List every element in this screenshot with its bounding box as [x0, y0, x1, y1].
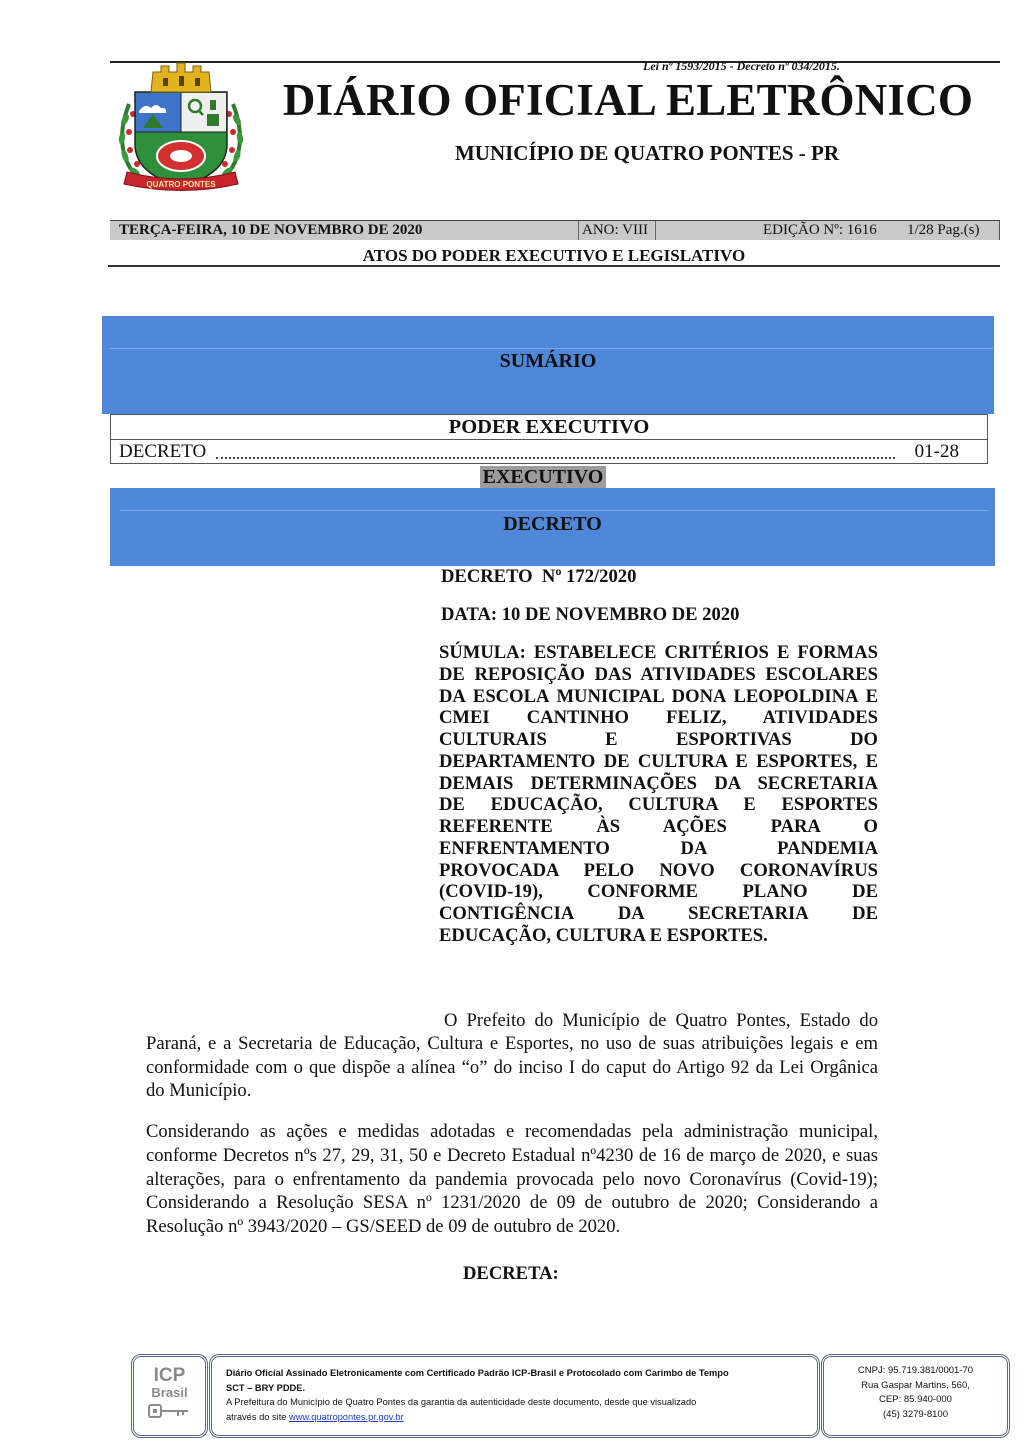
signature-line: SCT – BRY PDDE. [226, 1382, 306, 1393]
sumula-line: DEPARTAMENTO DE CULTURA E ESPORTES, E [439, 750, 878, 772]
banner-inner-line [120, 510, 988, 511]
edition-bar [110, 220, 1000, 240]
sumula-line: REFERENTE ÀS AÇÕES PARA O [439, 816, 878, 837]
sumula-line: CONTIGÊNCIA DA SECRETARIA DE [439, 903, 878, 924]
preamble-paragraph [146, 1009, 878, 1103]
summary-entry-leader [216, 447, 894, 459]
emblem-ribbon-text: QUATRO PONTES [146, 180, 216, 189]
contact-phone: (45) 3279-8100 [883, 1408, 948, 1420]
sumula-line: CULTURAIS E ESPORTIVAS DO [439, 729, 878, 750]
edition-year: ANO: VIII [582, 222, 648, 238]
decree-date: DATA: 10 DE NOVEMBRO DE 2020 [441, 604, 740, 625]
paragraph-line: conforme Decretos nºs 27, 29, 31, 50 e Decreto Estadual nº4230 de 16 de março de 2020, e suas [146, 1144, 878, 1166]
signature-text [226, 1366, 729, 1424]
signature-notice [209, 1354, 820, 1438]
legal-reference: Lei nº 1593/2015 - Decreto nº 034/2015. [643, 59, 840, 73]
summary-entry-label: DECRETO [119, 441, 207, 462]
sumula-line: DEMAIS DETERMINAÇÕES DA SECRETARIA [439, 772, 878, 794]
sumula-line: DA ESCOLA MUNICIPAL DONA LEOPOLDINA E [439, 685, 878, 707]
site-link[interactable]: www.quatropontes.pr.gov.br [289, 1411, 404, 1422]
paragraph-line: Resolução nº 3943/2020 – GS/SEED de 09 de outubro de 2020. [146, 1216, 621, 1237]
section-heading-rule [108, 265, 1000, 267]
icp-logo-text: ICP [153, 1365, 186, 1386]
summary-table [110, 414, 988, 464]
signature-line: Diário Oficial Assinado Eletronicamente com Certificado Padrão ICP-Brasil e Protocolado com Carimbo de Tempo [226, 1368, 729, 1378]
shield [135, 92, 227, 186]
decreta-heading: DECRETA: [463, 1263, 559, 1284]
icp-brasil-logo [131, 1354, 208, 1438]
icp-logo-subtext: Brasil [151, 1385, 188, 1400]
sumula-line: DE REPOSIÇÃO DAS ATIVIDADES ESCOLARES [439, 663, 878, 685]
signature-line: A Prefeitura do Município de Quatro Pontes da garantia da autenticidade deste documento, desde que visualizado [226, 1397, 697, 1407]
paragraph-line: Considerando a Resolução SESA nº 1231/2020 de 09 de outubro de 2020; Considerando a [146, 1192, 878, 1214]
municipality-name: MUNICÍPIO DE QUATRO PONTES - PR [454, 141, 840, 165]
edition-bar-divider [578, 221, 579, 240]
decree-banner-title: DECRETO [503, 513, 602, 535]
summary-group-heading: PODER EXECUTIVO [111, 415, 987, 440]
contact-text [824, 1364, 1007, 1422]
sumula-line: DE EDUCAÇÃO, CULTURA E ESPORTES [439, 794, 878, 816]
summary-title: SUMÁRIO [499, 350, 597, 372]
paragraph-line: do Município. [146, 1080, 252, 1102]
contact-info [821, 1354, 1010, 1438]
edition-page-count: 1/28 Pag.(s) [907, 222, 980, 238]
edition-number: EDIÇÃO Nº: 1616 [763, 222, 877, 238]
sumula-line: EDUCAÇÃO, CULTURA E ESPORTES. [439, 924, 768, 946]
gazette-title: DIÁRIO OFICIAL ELETRÔNICO [282, 75, 974, 125]
decree-number: DECRETO Nº 172/2020 [441, 566, 637, 587]
summary-entry [111, 440, 987, 463]
paragraph-line: O Prefeito do Município de Quatro Pontes, Estado do [444, 1010, 878, 1031]
sumula-line: ENFRENTAMENTO DA PANDEMIA [439, 837, 878, 859]
edition-date: TERÇA-FEIRA, 10 DE NOVEMBRO DE 2020 [119, 222, 423, 238]
executive-label: EXECUTIVO [480, 466, 606, 488]
summary-entry-pages: 01-28 [914, 441, 959, 462]
edition-bar-divider [655, 221, 656, 240]
sumula-line: (COVID-19), CONFORME PLANO DE [439, 881, 878, 903]
paragraph-line: Paraná, e a Secretaria de Educação, Cultura e Esportes, no uso de suas atribuições legais e em [146, 1033, 878, 1055]
sumula-line: SÚMULA: ESTABELECE CRITÉRIOS E FORMAS [439, 642, 878, 663]
paragraph-line: conformidade com o que dispõe a alínea “o” do inciso I do caput do Artigo 92 da Lei Orgânica [146, 1056, 878, 1078]
decree-banner [110, 488, 995, 566]
considerations-paragraph [146, 1120, 878, 1239]
decree-sumula [439, 642, 878, 947]
signature-site-line [226, 1410, 729, 1425]
contact-address: Rua Gaspar Martins, 560, [861, 1379, 970, 1391]
coat-of-arms-icon [113, 58, 249, 198]
mural-crown [151, 63, 211, 92]
sumula-line: CMEI CANTINHO FELIZ, ATIVIDADES [439, 707, 878, 729]
summary-banner [102, 316, 994, 414]
key-icon [148, 1403, 190, 1419]
contact-cep: CEP: 85.940-000 [879, 1394, 952, 1406]
paragraph-line: Considerando as ações e medidas adotadas e recomendadas pela administração municipal, [146, 1121, 878, 1142]
site-prefix: através do site [226, 1411, 290, 1422]
section-heading: ATOS DO PODER EXECUTIVO E LEGISLATIVO [362, 246, 746, 265]
contact-cnpj: CNPJ: 95.719.381/0001-70 [857, 1365, 974, 1376]
sumula-line: PROVOCADA PELO NOVO CORONAVÍRUS [439, 859, 878, 881]
paragraph-line: alterações, para o enfrentamento da pandemia provocada pelo novo Coronavírus (Covid-19); [146, 1168, 878, 1190]
